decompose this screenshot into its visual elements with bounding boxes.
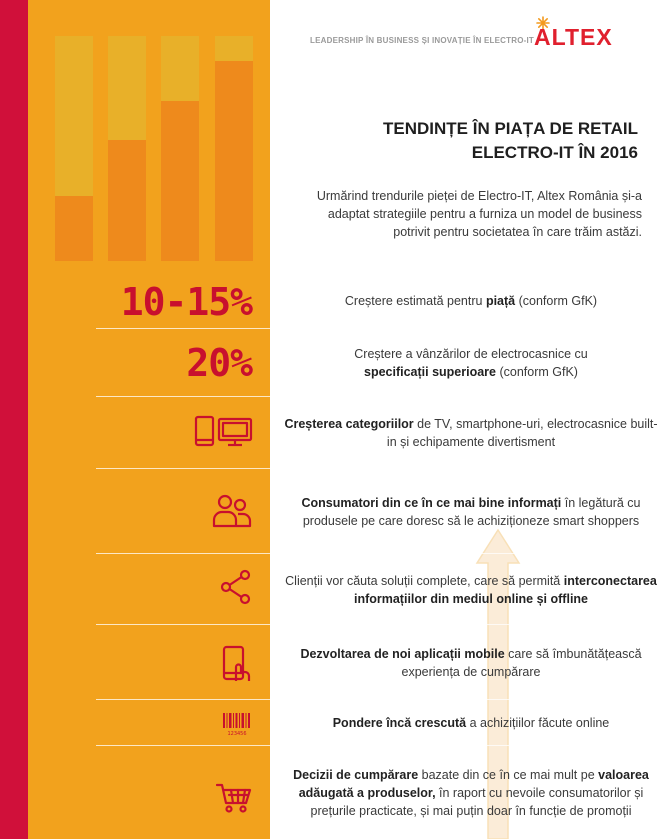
users-icon: [212, 493, 252, 529]
bar-1: [55, 36, 93, 261]
trend-row-mobile-apps: [28, 625, 672, 700]
bar-2: [108, 36, 146, 261]
bar-3-fill: [161, 101, 199, 261]
altex-logo: [534, 16, 638, 50]
trend-row-omnichannel: [28, 554, 672, 625]
tagline: LEADERSHIP ÎN BUSINESS ȘI INOVAȚIE ÎN ELECTRO-IT: [310, 36, 534, 45]
title-line-2: ELECTRO-IT ÎN 2016: [471, 143, 638, 162]
bar-1-fill: [55, 196, 93, 261]
barcode-icon: [222, 712, 252, 736]
title-line-1: TENDINȚE ÎN PIAȚA DE RETAIL: [383, 119, 638, 138]
devices-icon: [194, 413, 254, 449]
bar-4-fill: [215, 61, 253, 261]
shopping-cart-icon: [216, 782, 252, 814]
decorative-bar-graphic: [55, 36, 255, 261]
trend-text: Creștere a vânzărilor de electrocasnice cu specificații superioare (conform GfK): [354, 347, 588, 379]
trend-text: Clienții vor căuta soluții complete, care să permită interconectarea informațiilor din mediul online și offline: [285, 573, 657, 606]
header: [270, 0, 672, 60]
mobile-app-icon: [222, 645, 252, 683]
trend-row-market-growth: [28, 272, 672, 329]
trend-text: Creștere estimată pentru piață (conform GfK): [344, 293, 598, 308]
trend-row-informed-consumers: [28, 469, 672, 554]
trend-row-premium-appliances: [28, 329, 672, 397]
barcode-number: 123456: [227, 731, 247, 736]
trend-row-online-purchases: [28, 700, 672, 746]
bar-4: [215, 36, 253, 261]
share-icon: [220, 569, 252, 605]
trend-row-purchase-decisions: [28, 746, 672, 839]
stat-market-growth: 10-15%: [120, 280, 252, 324]
stat-premium-appliances: 20%: [186, 341, 252, 385]
trend-row-categories: [28, 397, 672, 469]
intro-paragraph: Urmărind trendurile pieței de Electro-IT, Altex România și-a adaptat strategiile pentru a furniza un model de business potrivit pentru societatea în care trăim astăzi.: [316, 189, 642, 239]
trend-text: Consumatori din ce în ce mai bine informați în legătură cu produsele pe care doresc să le achiziționeze smart shoppers: [301, 495, 641, 528]
bar-2-fill: [108, 140, 146, 262]
red-side-strip: [0, 0, 28, 839]
trend-text: Pondere încă crescută a achizițiilor făcute online: [332, 716, 610, 730]
logo-text: ALTEX: [534, 24, 613, 50]
page-title: [308, 117, 638, 165]
trend-text: Decizii de cumpărare bazate din ce în ce mai mult pe valoarea adăugată a produselor, în raport cu nevoile consumatorilor și prețurile practicate, și mai puțin doar în funcție de promoții: [293, 767, 649, 818]
bar-3: [161, 36, 199, 261]
trend-text: Dezvoltarea de noi aplicații mobile care să îmbunătățească experiența de cumpărare: [300, 646, 642, 679]
trend-text: Creșterea categoriilor de TV, smartphone-uri, electrocasnice built-in și echipamente divertisment: [284, 417, 658, 449]
